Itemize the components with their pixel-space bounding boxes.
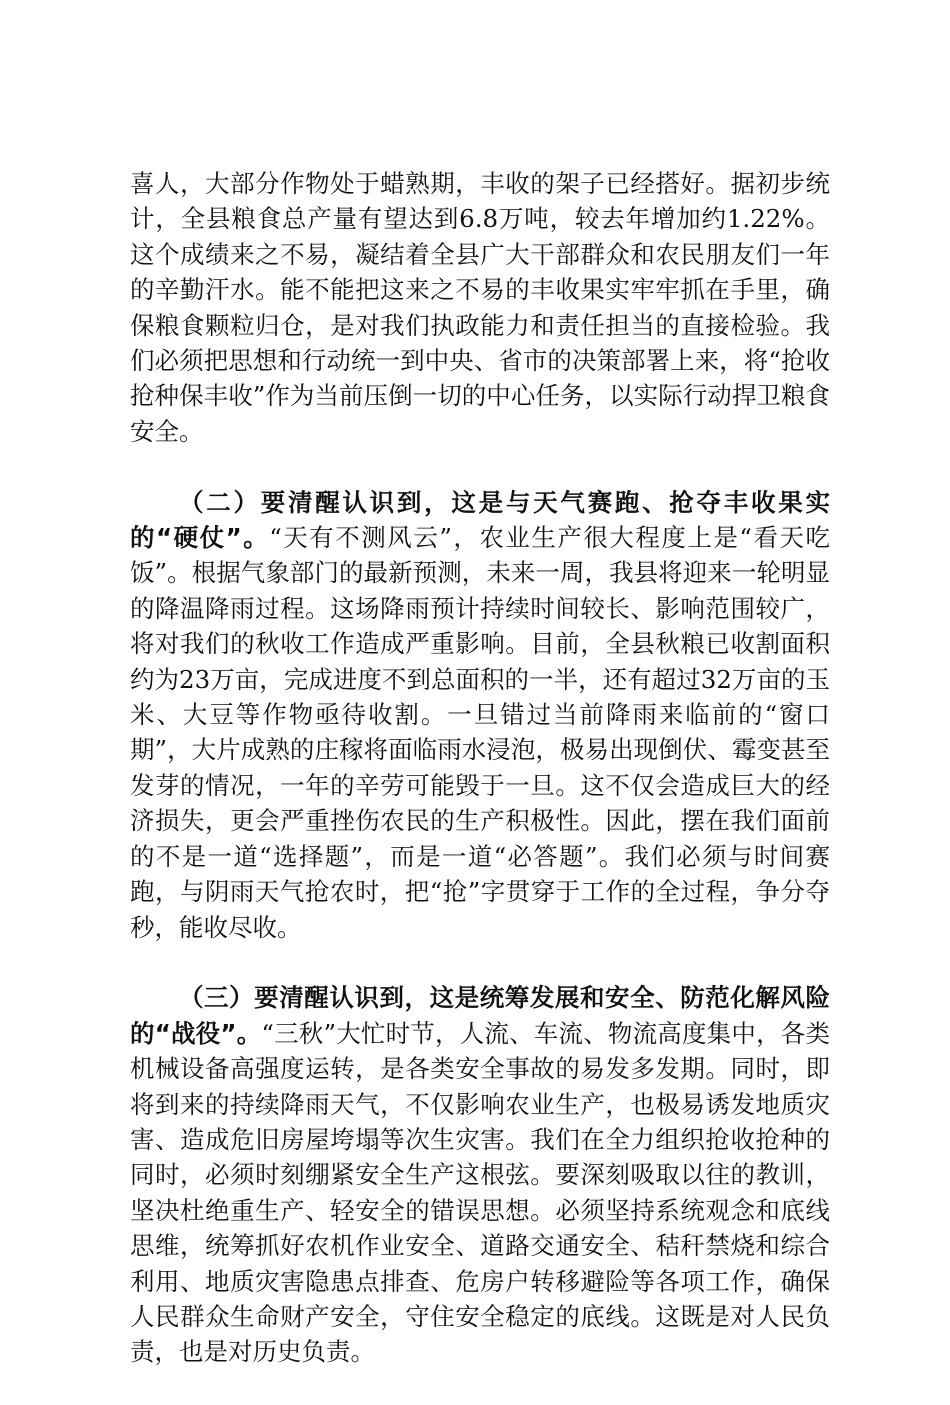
section-3-heading: （三）要清醒认识到，这是统筹发展和安全、防范化解风险的“战役”。 xyxy=(130,983,830,1048)
paragraph-continuation: 喜人，大部分作物处于蜡熟期，丰收的架子已经搭好。据初步统计，全县粮食总产量有望达到6.8万吨，较去年增加约1.22%。这个成绩来之不易，凝结着全县广大干部群众和农民朋友们一年的辛勤汗水。能不能把这来之不易的丰收果实牢牢抓在手里，确保粮食颗粒归仓，是对我们执政能力和责任担当的直接检验。我们必须把思想和行动统一到中央、省市的决策部署上来，将“抢收抢种保丰收”作为当前压倒一切的中心任务，以实际行动捍卫粮食安全。 xyxy=(130,169,830,446)
section-2-paragraph xyxy=(130,485,830,945)
section-3-paragraph xyxy=(130,980,830,1369)
document-page xyxy=(130,166,830,1405)
section-3-body: “三秋”大忙时节，人流、车流、物流高度集中，各类机械设备高强度运转，是各类安全事故的易发多发期。同时，即将到来的持续降雨天气，不仅影响农业生产，也极易诱发地质灾害、造成危旧房屋垮塌等次生灾害。我们在全力组织抢收抢种的同时，必须时刻绷紧安全生产这根弦。要深刻吸取以往的教训，坚决杜绝重生产、轻安全的错误思想。必须坚持系统观念和底线思维，统筹抓好农机作业安全、道路交通安全、秸秆禁烧和综合利用、地质灾害隐患点排查、危房户转移避险等各项工作，确保人民群众生命财产安全，守住安全稳定的底线。这既是对人民负责，也是对历史负责。 xyxy=(130,1018,830,1367)
section-2-body: “天有不测风云”，农业生产很大程度上是“看天吃饭”。根据气象部门的最新预测，未来一周，我县将迎来一轮明显的降温降雨过程。这场降雨预计持续时间较长、影响范围较广，将对我们的秋收工作造成严重影响。目前，全县秋粮已收割面积约为23万亩，完成进度不到总面积的一半，还有超过32万亩的玉米、大豆等作物亟待收割。一旦错过当前降雨来临前的“窗口期”，大片成熟的庄稼将面临雨水浸泡，极易出现倒伏、霉变甚至发芽的情况，一年的辛劳可能毁于一旦。这不仅会造成巨大的经济损失，更会严重挫伤农民的生产积极性。因此，摆在我们面前的不是一道“选择题”，而是一道“必答题”。我们必须与时间赛跑，与阴雨天气抢农时，把“抢”字贯穿于工作的全过程，争分夺秒，能收尽收。 xyxy=(130,523,830,942)
section-2-heading: （二）要清醒认识到，这是与天气赛跑、抢夺丰收果实的“硬仗”。 xyxy=(130,487,830,553)
